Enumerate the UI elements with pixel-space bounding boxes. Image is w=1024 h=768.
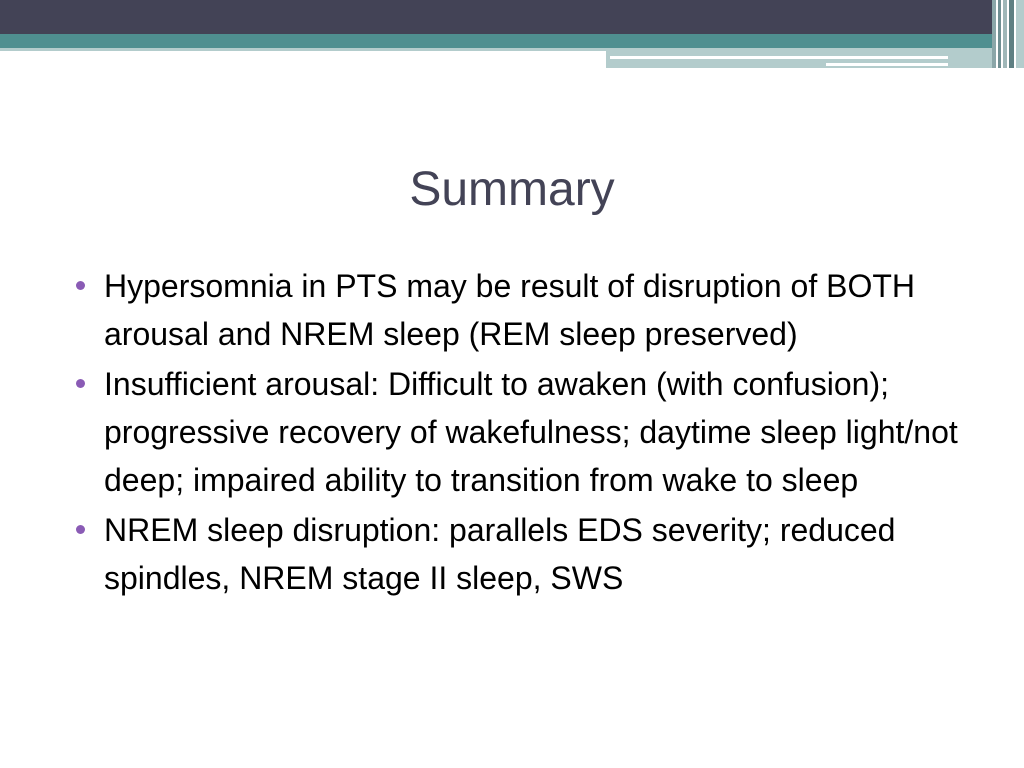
header-dark-bar [0, 0, 1024, 34]
bullet-item [74, 262, 974, 358]
bullet-item [74, 506, 974, 602]
bullet-list [74, 262, 974, 604]
bullet-text: NREM sleep disruption: parallels EDS severity; reduced spindles, NREM stage II sleep, SWS [104, 512, 896, 596]
slide-title: Summary [409, 163, 615, 216]
bullet-text: Insufficient arousal: Difficult to awaken (with confusion); progressive recovery of wakefulness; daytime sleep light/not deep; impaired ability to transition from wake to sleep [104, 366, 958, 498]
header-stripes [992, 0, 1024, 68]
header-light-bar-left [0, 48, 606, 51]
header-teal-bar [0, 34, 1024, 48]
bullet-text: Hypersomnia in PTS may be result of disruption of BOTH arousal and NREM sleep (REM sleep preserved) [104, 268, 915, 352]
bullet-item [74, 360, 974, 504]
header-accent-line [610, 56, 948, 59]
bullet-dot-icon [76, 525, 85, 534]
bullet-dot-icon [76, 281, 85, 290]
bullet-dot-icon [76, 379, 85, 388]
header-accent-line-short [826, 63, 948, 66]
